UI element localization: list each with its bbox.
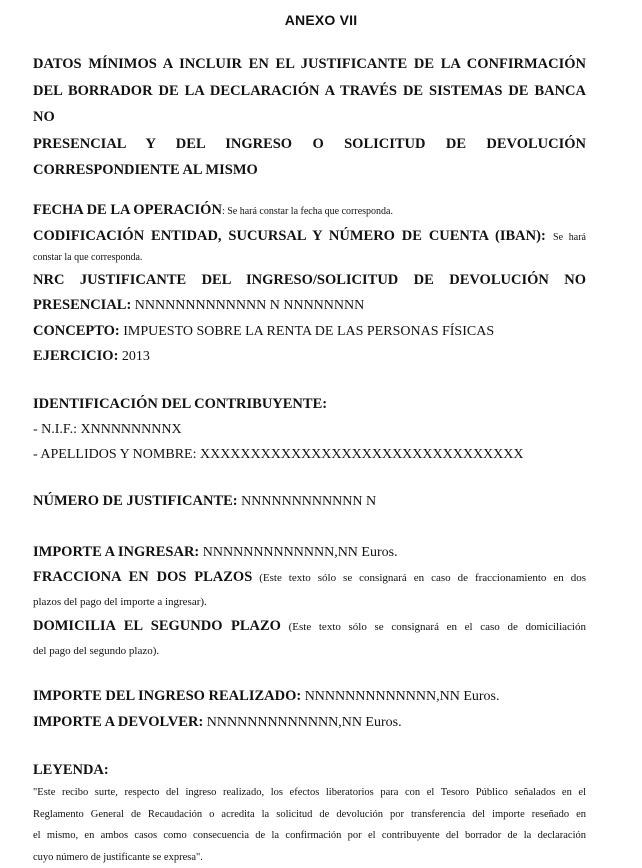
- nif-line: - N.I.F.: XNNNNNNNNX: [33, 417, 586, 442]
- resultado-section: [33, 683, 586, 735]
- fecha-operacion-label: FECHA DE LA OPERACIÓN: [33, 202, 222, 218]
- heading-line: DATOS MÍNIMOS A INCLUIR EN EL JUSTIFICANTE DE LA CONFIRMACIÓN: [33, 51, 586, 78]
- justificante-line: [33, 488, 586, 514]
- fecha-operacion-line: [33, 198, 586, 224]
- ejercicio-value: 2013: [118, 349, 150, 364]
- domicilia-note: (Este texto sólo se consignará en el caso de domiciliación: [281, 621, 586, 633]
- nrc-line: [33, 293, 586, 318]
- fracciona-label: FRACCIONA EN DOS PLAZOS: [33, 569, 252, 585]
- annex-title: ANEXO VII: [0, 12, 642, 28]
- concepto-value: IMPUESTO SOBRE LA RENTA DE LAS PERSONAS FÍSICAS: [120, 324, 494, 339]
- document-heading: [33, 51, 586, 184]
- importe-ingresar-label: IMPORTE A INGRESAR:: [33, 544, 199, 560]
- domicilia-note-cont: del pago del segundo plazo).: [33, 639, 586, 663]
- leyenda-line: Reglamento General de Recaudación o acredita la solicitud de devolución por transferencia del importe reseñado en: [33, 804, 586, 826]
- importe-devolver-line: [33, 709, 586, 735]
- concepto-label: CONCEPTO:: [33, 323, 120, 339]
- leyenda-section: [33, 758, 586, 868]
- fracciona-note-cont: plazos del pago del importe a ingresar).: [33, 590, 586, 614]
- justificante-label: NÚMERO DE JUSTIFICANTE:: [33, 493, 238, 509]
- operation-section: [33, 198, 586, 369]
- nrc-value: NNNNNNNNNNNNN N NNNNNNNN: [131, 298, 364, 313]
- cuenta-label: CODIFICACIÓN ENTIDAD, SUCURSAL Y NÚMERO DE CUENTA (IBAN):: [33, 228, 546, 244]
- fracciona-line: [33, 565, 586, 590]
- importe-devolver-value: NNNNNNNNNNNNN,NN Euros.: [203, 715, 401, 730]
- nombre-line: - APELLIDOS Y NOMBRE: XXXXXXXXXXXXXXXXXXXXXXXXXXXXXXXX: [33, 442, 586, 467]
- nrc-label: NRC JUSTIFICANTE DEL INGRESO/SOLICITUD DE DEVOLUCIÓN NO: [33, 267, 586, 293]
- ejercicio-line: [33, 344, 586, 369]
- cuenta-line: [33, 224, 586, 249]
- ingreso-realizado-line: [33, 683, 586, 709]
- heading-line: DEL BORRADOR DE LA DECLARACIÓN A TRAVÉS DE SISTEMAS DE BANCA NO: [33, 78, 586, 131]
- cuenta-note-cont: constar la que corresponda.: [33, 249, 586, 267]
- leyenda-label: LEYENDA:: [33, 758, 586, 782]
- heading-line: PRESENCIAL Y DEL INGRESO O SOLICITUD DE DEVOLUCIÓN: [33, 131, 586, 158]
- domicilia-line: [33, 614, 586, 639]
- heading-line: CORRESPONDIENTE AL MISMO: [33, 157, 586, 184]
- leyenda-line: cuyo número de justificante se expresa".: [33, 847, 586, 868]
- leyenda-line: el mismo, en ambos casos como consecuencia de la confirmación por el contribuyente del borrador de la declaración: [33, 825, 586, 847]
- ingreso-realizado-label: IMPORTE DEL INGRESO REALIZADO:: [33, 688, 301, 704]
- domicilia-label: DOMICILIA EL SEGUNDO PLAZO: [33, 618, 281, 634]
- fracciona-note: (Este texto sólo se consignará en caso de fraccionamiento en dos: [252, 572, 586, 584]
- importe-ingresar-value: NNNNNNNNNNNNN,NN Euros.: [199, 545, 397, 560]
- ingreso-realizado-value: NNNNNNNNNNNNN,NN Euros.: [301, 689, 499, 704]
- importe-ingresar-line: [33, 539, 586, 565]
- cuenta-note: Se hará: [553, 232, 586, 243]
- leyenda-line: "Este recibo surte, respecto del ingreso realizado, los efectos liberatorios para con el Tesoro Público señalados en el: [33, 782, 586, 804]
- justificante-section: [33, 488, 586, 514]
- fecha-operacion-note: : Se hará constar la fecha que corresponda.: [222, 206, 393, 217]
- ejercicio-label: EJERCICIO:: [33, 348, 118, 364]
- contribuyente-section: [33, 392, 586, 467]
- concepto-line: [33, 318, 586, 344]
- importe-section: [33, 539, 586, 663]
- contribuyente-label: IDENTIFICACIÓN DEL CONTRIBUYENTE:: [33, 392, 586, 417]
- nrc-label-cont: PRESENCIAL:: [33, 297, 131, 313]
- importe-devolver-label: IMPORTE A DEVOLVER:: [33, 714, 203, 730]
- justificante-value: NNNNNNNNNNNN N: [238, 494, 376, 509]
